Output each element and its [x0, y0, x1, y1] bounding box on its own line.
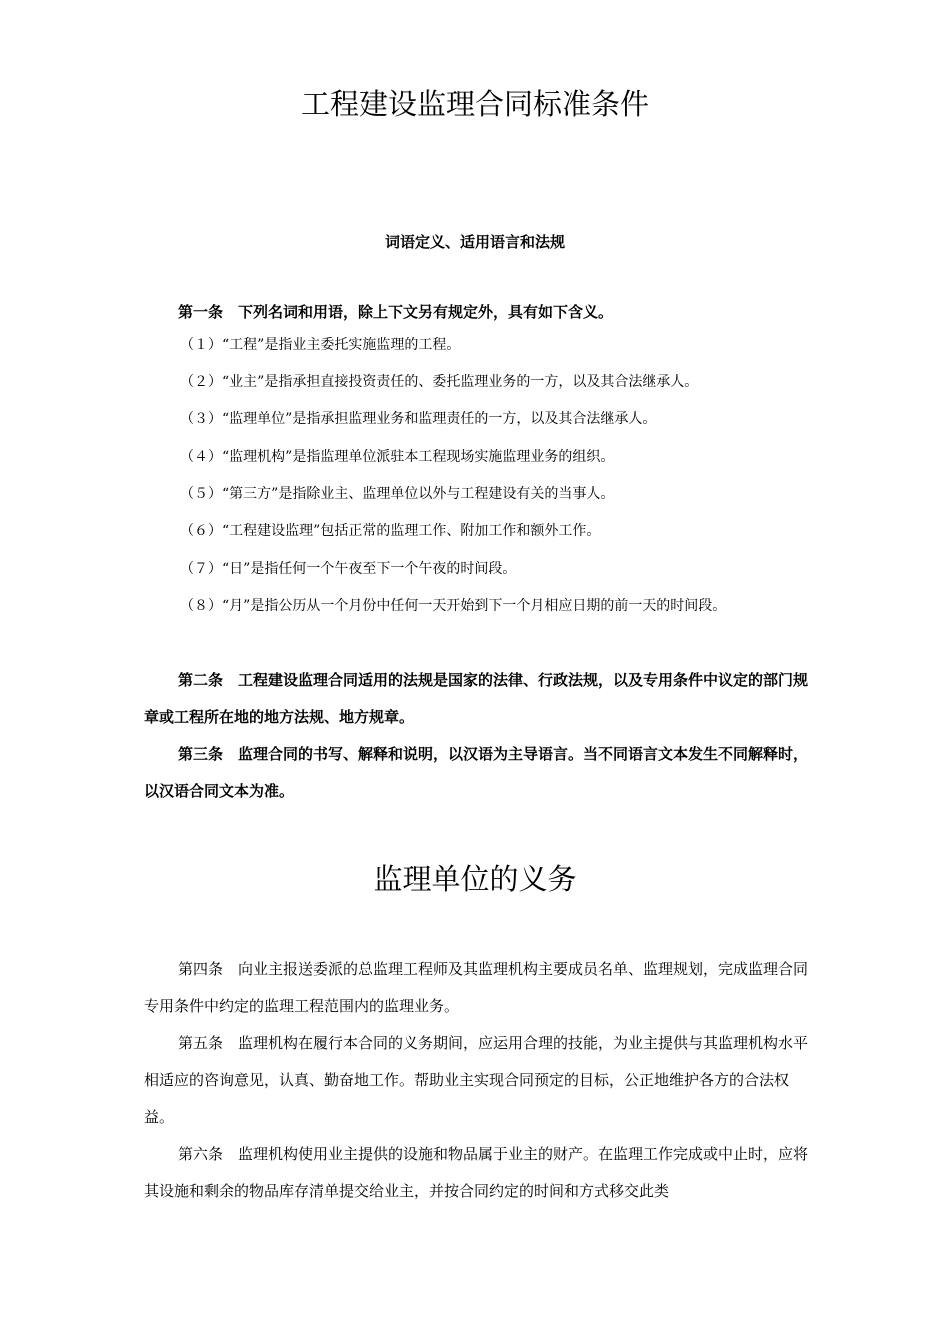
article-2: 第二条 工程建设监理合同适用的法规是国家的法律、行政法规，以及专用条件中议定的部门规章或工程所在地的地方法规、地方规章。	[144, 671, 809, 726]
document-title: 工程建设监理合同标准条件	[300, 87, 649, 121]
article-4: 第四条 向业主报送委派的总监理工程师及其监理机构主要成员名单、监理规划，完成监理合同专用条件中约定的监理工程范围内的监理业务。	[144, 960, 809, 1015]
definition-4: （４）“监理机构”是指监理单位派驻本工程现场实施监理业务的组织。	[180, 449, 615, 465]
article-3: 第三条 监理合同的书写、解释和说明，以汉语为主导语言。当不同语言文本发生不同解释时，以汉语合同文本为准。	[144, 745, 809, 800]
article-5: 第五条 监理机构在履行本合同的义务期间，应运用合理的技能，为业主提供与其监理机构水平相适应的咨询意见，认真、勤奋地工作。帮助业主实现合同预定的目标，公正地维护各方的合法权益。	[144, 1034, 809, 1126]
definition-1: （１）“工程”是指业主委托实施监理的工程。	[180, 337, 461, 353]
definition-3: （３）“监理单位”是指承担监理业务和监理责任的一方，以及其合法继承人。	[180, 411, 657, 427]
definition-8: （８）“月”是指公历从一个月份中任何一天开始到下一个月相应日期的前一天的时间段。	[180, 598, 727, 614]
article-1: 第一条 下列名词和用语，除上下文另有规定外，具有如下含义。	[178, 303, 614, 321]
definition-7: （７）“日”是指任何一个午夜至下一个午夜的时间段。	[180, 561, 517, 577]
definition-6: （６）“工程建设监理”包括正常的监理工作、附加工作和额外工作。	[180, 523, 601, 539]
section-heading-definitions: 词语定义、适用语言和法规	[384, 233, 565, 251]
section-title-obligations: 监理单位的义务	[373, 862, 577, 896]
definition-5: （５）“第三方”是指除业主、监理单位以外与工程建设有关的当事人。	[180, 486, 615, 502]
article-6: 第六条 监理机构使用业主提供的设施和物品属于业主的财产。在监理工作完成或中止时，应将其设施和剩余的物品库存清单提交给业主，并按合同约定的时间和方式移交此类	[144, 1145, 809, 1200]
definition-2: （２）“业主”是指承担直接投资责任的、委托监理业务的一方，以及其合法继承人。	[180, 374, 699, 390]
